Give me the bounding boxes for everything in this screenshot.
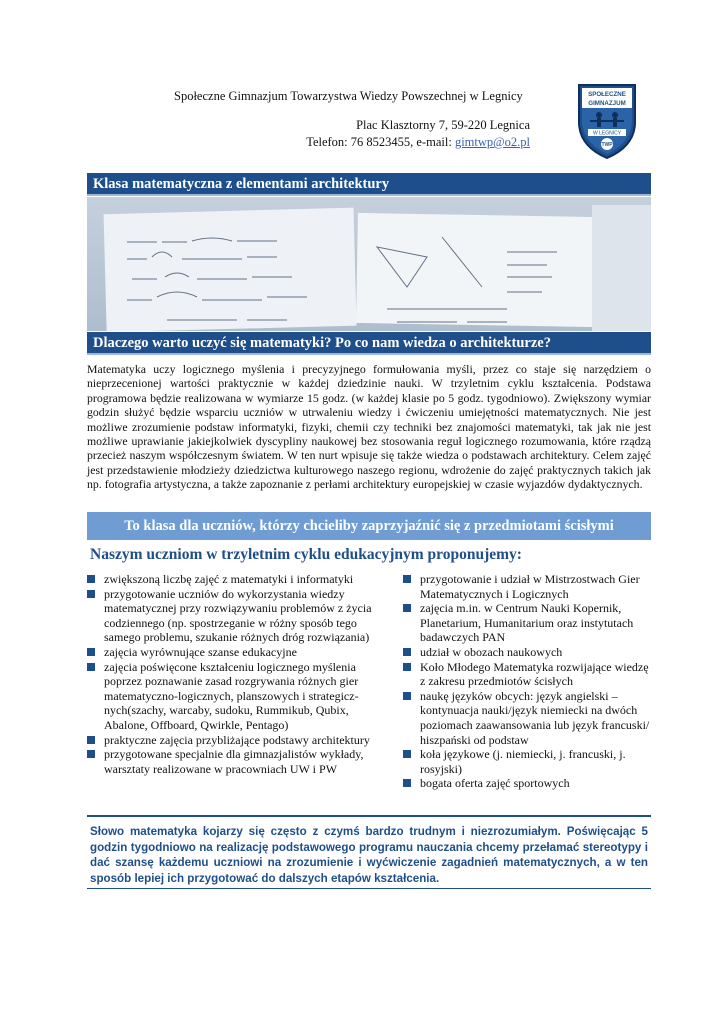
logo-text-1: SPOŁECZNE — [588, 91, 626, 98]
bullet-icon — [87, 590, 95, 598]
email-link[interactable]: gimtwp@o2.pl — [454, 135, 530, 149]
list-item: Koło Młodego Matematyka rozwijające wiedzę z zakresu przedmiotów ścisłych — [402, 660, 652, 689]
logo-text-2: GIMNAZJUM — [588, 100, 626, 107]
offer-heading: Naszym uczniom w trzyletnim cyklu edukacyjnym proponujemy: — [90, 546, 522, 563]
bullet-icon — [403, 663, 411, 671]
list-item: przygotowanie i udział w Mistrzostwach Gier Matematycznych i Logicznych — [402, 572, 652, 601]
list-item: naukę języków obcych: język angielski – kontynuacja nauki/język niemiecki na dwóch poziomach zaawansowania lub język francuski/ hiszpański od podstaw — [402, 689, 652, 747]
logo-text-4: TWP — [601, 142, 613, 148]
bullet-icon — [403, 779, 411, 787]
list-item: zajęcia poświęcone kształceniu logicznego myślenia poprzez poznawanie zasad rozgrywania różnych gier matematyczno-logicznych, planszowych i strategicz-nych(szachy, warcaby, sudoku, Rummikub, Qubix, Abalone, Offboard, Qwirkle, Pentago) — [86, 660, 374, 733]
section-title-why: Dlaczego warto uczyć się matematyki? Po co nam wiedza o architekturze? — [87, 332, 651, 355]
list-item: przygotowanie uczniów do wykorzystania wiedzy matematycznej przy rozwiązywaniu problemów z życia codziennego (np. spostrzeganie w różny sposób tego samego problemu, szukanie różnych dróg rozwiązania) — [86, 587, 374, 645]
school-logo — [576, 82, 638, 160]
bullet-icon — [87, 648, 95, 656]
divider — [87, 888, 651, 889]
bullet-icon — [403, 692, 411, 700]
bullet-icon — [403, 750, 411, 758]
school-name: Społeczne Gimnazjum Towarzystwa Wiedzy Powszechnej w Legnicy — [174, 89, 523, 103]
math-notes-photo — [87, 197, 651, 331]
bullet-icon — [87, 575, 95, 583]
phone-text: Telefon: 76 8523455, e-mail: — [306, 135, 455, 149]
list-item: zajęcia wyrównujące szanse edukacyjne — [86, 645, 374, 660]
bullet-icon — [403, 648, 411, 656]
bullet-icon — [403, 604, 411, 612]
bullet-icon — [87, 750, 95, 758]
logo-text-3: W LEGNICY — [592, 130, 622, 137]
bullet-icon — [403, 575, 411, 583]
list-item: bogata oferta zajęć sportowych — [402, 776, 652, 791]
school-contact — [130, 134, 530, 151]
intro-paragraph: Matematyka uczy logicznego myślenia i precyzyjnego formułowania myśli, przez co staje się narzędziem o nieprzecenionej wartości praktycznie w każdej dziedzinie nauki. W trzyletnim cyklu kształcenia. Podstawa programowa będzie realizowana w wymiarze 15 godz. (w każdej klasie po 5 godz. tygodniowo). Zwiększony wymiar godzin służyć będzie wsparciu uczniów w utrwaleniu wiedzy i ćwiczeniu umiejętności matematycznych. Nie jest możliwe zrozumienie podstaw informatyki, fizyki, chemii czy techniki bez znajomości matematyki, tak jak nie jest możliwe uprawianie jakiejkolwiek dyscypliny naukowej bez stosowania reguł logicznego rozumowania, które rządzą przecież naszym współczesnym światem. W ten nurt wpisuje się także wiedza o podstawach architektury. Celem zajęć jest przedstawienie młodzieży dziedzictwa kulturowego naszego regionu, wdrożenie do zajęć praktycznych takich jak np. fotografia artystyczna, a także zapoznanie z perłami architektury europejskiej w czasie wyjazdów dydaktycznych. — [87, 362, 651, 492]
header — [130, 88, 530, 151]
list-item: przygotowane specjalnie dla gimnazjalistów wykłady, warsztaty realizowane w pracowniach UW i PW — [86, 747, 374, 776]
list-item: zwiększoną liczbę zajęć z matematyki i informatyki — [86, 572, 374, 587]
target-banner: To klasa dla uczniów, którzy chcieliby zaprzyjaźnić się z przedmiotami ścisłymi — [87, 512, 651, 540]
school-address: Plac Klasztorny 7, 59-220 Legnica — [356, 118, 530, 132]
list-item: udział w obozach naukowych — [402, 645, 652, 660]
bullet-icon — [87, 736, 95, 744]
list-item: koła językowe (j. niemiecki, j. francuski, j. rosyjski) — [402, 747, 652, 776]
list-item: zajęcia m.in. w Centrum Nauki Kopernik, Planetarium, Humanitarium oraz instytutach badawczych PAN — [402, 601, 652, 645]
divider — [87, 815, 651, 817]
closing-paragraph: Słowo matematyka kojarzy się często z czymś bardzo trudnym i niezrozumiałym. Poświęcając 5 godzin tygodniowo na realizację podstawowego programu nauczania chcemy przełamać stereotypy i dać szansę każdemu uczniowi na zrozumienie i wyćwiczenie zagadnień matematycznych, a w ten sposób lepiej ich przygotować do dalszych etapów kształcenia. — [90, 825, 648, 885]
bullet-icon — [87, 663, 95, 671]
offer-list-right — [402, 572, 652, 791]
list-item: praktyczne zajęcia przybliżające podstawy architektury — [86, 733, 374, 748]
offer-list-left — [86, 572, 374, 776]
section-title-class: Klasa matematyczna z elementami architektury — [87, 173, 651, 196]
